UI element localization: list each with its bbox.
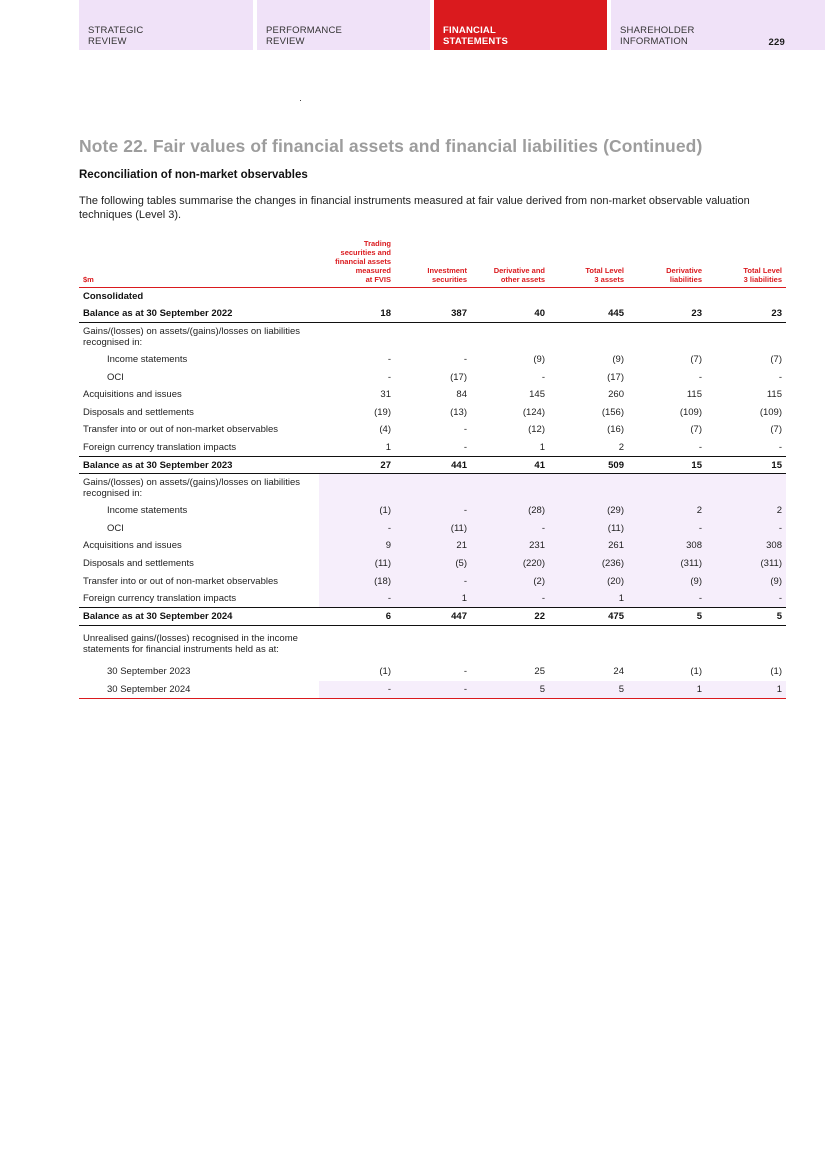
- cell-value: -: [706, 519, 786, 537]
- table-row: [79, 572, 786, 590]
- cell-value: 231: [471, 537, 549, 555]
- cell-value: (29): [549, 502, 628, 520]
- cell-value: 115: [766, 389, 782, 401]
- table-row: [79, 439, 786, 457]
- page-title: Note 22. Fair values of financial assets and financial liabilities (Continued): [79, 136, 703, 156]
- cell-value: (19): [374, 406, 391, 418]
- cell-value: 5: [549, 681, 628, 699]
- cell-value: [706, 288, 786, 306]
- cell-value: 2: [628, 502, 706, 520]
- tab-label-line1: FINANCIAL: [443, 25, 496, 36]
- cell-value: [395, 625, 471, 663]
- cell-value: [706, 474, 786, 502]
- header-line: 3 liabilities: [743, 275, 782, 284]
- col-header-total-level3-liabilities: [706, 239, 786, 288]
- cell-value: -: [698, 371, 702, 383]
- cell-value: 260: [608, 389, 624, 401]
- cell-value: 23: [628, 305, 706, 323]
- cell-value: -: [778, 371, 782, 383]
- header-line: securities: [431, 275, 467, 284]
- cell-value: 475: [549, 607, 628, 625]
- row-label: Gains/(losses) on assets/(gains)/losses on liabilities recognised in:: [83, 477, 301, 500]
- tab-shareholder-information[interactable]: [611, 0, 825, 50]
- cell-value: (18): [319, 572, 395, 590]
- cell-value: [628, 323, 706, 351]
- cell-value: [319, 474, 395, 502]
- cell-value: -: [471, 590, 549, 608]
- cell-value: (4): [379, 424, 391, 436]
- cell-value: [549, 288, 628, 306]
- section-tabs: [79, 0, 825, 50]
- cell-value: [549, 323, 628, 351]
- cell-value: (11): [319, 555, 395, 573]
- tab-label-line1: PERFORMANCE: [266, 25, 343, 36]
- table-row: [79, 474, 786, 502]
- table-row: [79, 590, 786, 608]
- table-row: [79, 403, 786, 421]
- cell-value: 22: [471, 607, 549, 625]
- cell-value: -: [319, 681, 395, 699]
- table-row: [79, 456, 786, 474]
- cell-value: (1): [379, 666, 391, 678]
- row-label: Disposals and settlements: [83, 406, 194, 418]
- cell-value: 261: [549, 537, 628, 555]
- row-label: Balance as at 30 September 2023: [79, 456, 319, 474]
- table-row: [79, 288, 786, 306]
- cell-value: (124): [522, 406, 545, 418]
- cell-value: 18: [319, 305, 395, 323]
- cell-value: [549, 625, 628, 663]
- cell-value: (7): [690, 353, 702, 365]
- col-header-investment-securities: [395, 239, 471, 288]
- cell-value: 5: [628, 607, 706, 625]
- row-label: Income statements: [107, 505, 188, 517]
- table-row: [79, 519, 786, 537]
- cell-value: -: [628, 590, 706, 608]
- section-subtitle: Reconciliation of non-market observables: [79, 169, 308, 181]
- cell-value: (109): [759, 406, 782, 418]
- cell-value: (220): [471, 555, 549, 573]
- header-line: Investment: [427, 266, 467, 275]
- row-label: Foreign currency translation impacts: [79, 590, 319, 608]
- cell-value: [395, 474, 471, 502]
- cell-value: 387: [395, 305, 471, 323]
- cell-value: 1: [319, 439, 395, 457]
- row-label: Foreign currency translation impacts: [79, 439, 319, 457]
- cell-value: (311): [628, 555, 706, 573]
- cell-value: 31: [380, 389, 391, 401]
- cell-value: [471, 288, 549, 306]
- table-row: [79, 351, 786, 369]
- row-label: Income statements: [107, 353, 188, 365]
- cell-value: -: [463, 353, 467, 365]
- cell-value: -: [395, 572, 471, 590]
- cell-value: (11): [549, 519, 628, 537]
- cell-value: 115: [686, 389, 702, 401]
- row-label: Unrealised gains/(losses) recognised in the income statements for financial instruments held as at:: [83, 633, 298, 656]
- cell-value: 1: [706, 681, 786, 699]
- cell-value: 2: [706, 502, 786, 520]
- table-body: [79, 288, 786, 699]
- cell-value: 23: [706, 305, 786, 323]
- row-label: OCI: [107, 371, 124, 383]
- cell-value: (7): [770, 424, 782, 436]
- header-line: Total Level: [585, 266, 624, 275]
- table-row: [79, 368, 786, 386]
- cell-value: 6: [319, 607, 395, 625]
- cell-value: [319, 625, 395, 663]
- row-label: Disposals and settlements: [83, 557, 194, 569]
- cell-value: 1: [471, 439, 549, 457]
- cell-value: (9): [628, 572, 706, 590]
- col-header-trading-securities: [319, 239, 395, 288]
- cell-value: (7): [770, 353, 782, 365]
- row-label: Gains/(losses) on assets/(gains)/losses on liabilities recognised in:: [83, 325, 301, 348]
- cell-value: [471, 474, 549, 502]
- page-number: 229: [768, 37, 785, 48]
- cell-value: 40: [471, 305, 549, 323]
- cell-value: -: [541, 371, 545, 383]
- cell-value: (28): [471, 502, 549, 520]
- cell-value: (20): [549, 572, 628, 590]
- tab-performance-review[interactable]: [257, 0, 430, 50]
- tab-financial-statements[interactable]: [434, 0, 607, 50]
- tab-label-line2: STATEMENTS: [443, 36, 508, 47]
- cell-value: -: [628, 439, 706, 457]
- cell-value: [319, 323, 395, 351]
- cell-value: [471, 323, 549, 351]
- col-header-total-level3-assets: [549, 239, 628, 288]
- header-line: other assets: [500, 275, 545, 284]
- row-label: 30 September 2024: [79, 681, 319, 699]
- table-row: [79, 607, 786, 625]
- cell-value: 41: [471, 456, 549, 474]
- cell-value: (236): [549, 555, 628, 573]
- table-header-row: [79, 239, 786, 288]
- cell-value: [628, 625, 706, 663]
- cell-value: -: [319, 519, 395, 537]
- cell-value: 447: [395, 607, 471, 625]
- row-label: Acquisitions and issues: [83, 389, 182, 401]
- row-label: Consolidated: [83, 291, 144, 303]
- cell-value: (16): [607, 424, 624, 436]
- header-line: Total Level: [743, 266, 782, 275]
- table-row: [79, 663, 786, 681]
- cell-value: 145: [529, 389, 545, 401]
- row-label: Transfer into or out of non-market observables: [83, 424, 279, 436]
- cell-value: (5): [395, 555, 471, 573]
- unit-header: $m: [83, 275, 94, 284]
- stray-mark: [300, 100, 301, 101]
- cell-value: (1): [319, 502, 395, 520]
- cell-value: (311): [706, 555, 786, 573]
- cell-value: -: [706, 590, 786, 608]
- cell-value: -: [463, 666, 467, 678]
- table-row: [79, 386, 786, 404]
- header-line: at FVIS: [365, 275, 391, 284]
- intro-paragraph: The following tables summarise the changes in financial instruments measured at fair value derived from non-market observable valuation techniques (Level 3).: [79, 195, 750, 221]
- cell-value: [471, 625, 549, 663]
- cell-value: (17): [450, 371, 467, 383]
- table-row: [79, 323, 786, 351]
- cell-value: [395, 288, 471, 306]
- row-label: Balance as at 30 September 2022: [79, 305, 319, 323]
- col-header-derivative-liabilities: [628, 239, 706, 288]
- cell-value: 84: [456, 389, 467, 401]
- cell-value: -: [395, 439, 471, 457]
- cell-value: 308: [628, 537, 706, 555]
- header-line: 3 assets: [594, 275, 624, 284]
- cell-value: (1): [690, 666, 702, 678]
- cell-value: [628, 288, 706, 306]
- cell-value: -: [395, 502, 471, 520]
- cell-value: 25: [534, 666, 545, 678]
- header-line: liabilities: [669, 275, 702, 284]
- cell-value: 24: [613, 666, 624, 678]
- header-line: measured: [355, 266, 391, 275]
- table-row: [79, 537, 786, 555]
- tab-label-line1: SHAREHOLDER: [620, 25, 695, 36]
- cell-value: 441: [395, 456, 471, 474]
- table-row: [79, 421, 786, 439]
- table-row: [79, 681, 786, 699]
- header-line: Derivative and: [493, 266, 545, 275]
- cell-value: -: [387, 353, 391, 365]
- cell-value: [706, 625, 786, 663]
- cell-value: 308: [706, 537, 786, 555]
- cell-value: [706, 323, 786, 351]
- tab-label-line2: REVIEW: [88, 36, 127, 47]
- cell-value: (12): [528, 424, 545, 436]
- cell-value: 1: [395, 590, 471, 608]
- cell-value: (11): [395, 519, 471, 537]
- cell-value: 5: [706, 607, 786, 625]
- level3-reconciliation-table: [79, 239, 786, 699]
- row-label: OCI: [107, 522, 124, 534]
- col-header-derivative-assets: [471, 239, 549, 288]
- cell-value: -: [387, 371, 391, 383]
- row-label: 30 September 2023: [107, 666, 191, 678]
- tab-label-line2: INFORMATION: [620, 36, 688, 47]
- cell-value: (109): [679, 406, 702, 418]
- tab-label-line2: REVIEW: [266, 36, 305, 47]
- cell-value: -: [463, 424, 467, 436]
- cell-value: 21: [395, 537, 471, 555]
- cell-value: -: [706, 439, 786, 457]
- table-row: [79, 502, 786, 520]
- cell-value: 5: [471, 681, 549, 699]
- cell-value: [628, 474, 706, 502]
- cell-value: (17): [607, 371, 624, 383]
- cell-value: 9: [319, 537, 395, 555]
- cell-value: -: [471, 519, 549, 537]
- header-line: financial assets: [335, 257, 391, 266]
- cell-value: (2): [471, 572, 549, 590]
- cell-value: [395, 323, 471, 351]
- table-row: [79, 625, 786, 663]
- tab-label-line1: STRATEGIC: [88, 25, 144, 36]
- cell-value: [549, 474, 628, 502]
- table-row: [79, 305, 786, 323]
- cell-value: (1): [770, 666, 782, 678]
- cell-value: (13): [450, 406, 467, 418]
- cell-value: 27: [319, 456, 395, 474]
- row-label: Acquisitions and issues: [83, 540, 182, 552]
- row-label: Balance as at 30 September 2024: [79, 607, 319, 625]
- table-row: [79, 555, 786, 573]
- cell-value: (9): [706, 572, 786, 590]
- row-label: Transfer into or out of non-market observables: [83, 575, 279, 587]
- cell-value: -: [628, 519, 706, 537]
- cell-value: [319, 288, 395, 306]
- header-line: securities and: [340, 248, 391, 257]
- cell-value: 1: [549, 590, 628, 608]
- cell-value: (156): [601, 406, 624, 418]
- cell-value: 509: [549, 456, 628, 474]
- cell-value: 15: [628, 456, 706, 474]
- cell-value: 15: [706, 456, 786, 474]
- cell-value: (9): [612, 353, 624, 365]
- cell-value: (7): [690, 424, 702, 436]
- cell-value: 1: [628, 681, 706, 699]
- cell-value: -: [319, 590, 395, 608]
- cell-value: 445: [549, 305, 628, 323]
- header-line: Derivative: [666, 266, 702, 275]
- cell-value: 2: [549, 439, 628, 457]
- cell-value: -: [395, 681, 471, 699]
- tab-strategic-review[interactable]: [79, 0, 253, 50]
- cell-value: (9): [533, 353, 545, 365]
- header-line: Trading: [363, 239, 391, 248]
